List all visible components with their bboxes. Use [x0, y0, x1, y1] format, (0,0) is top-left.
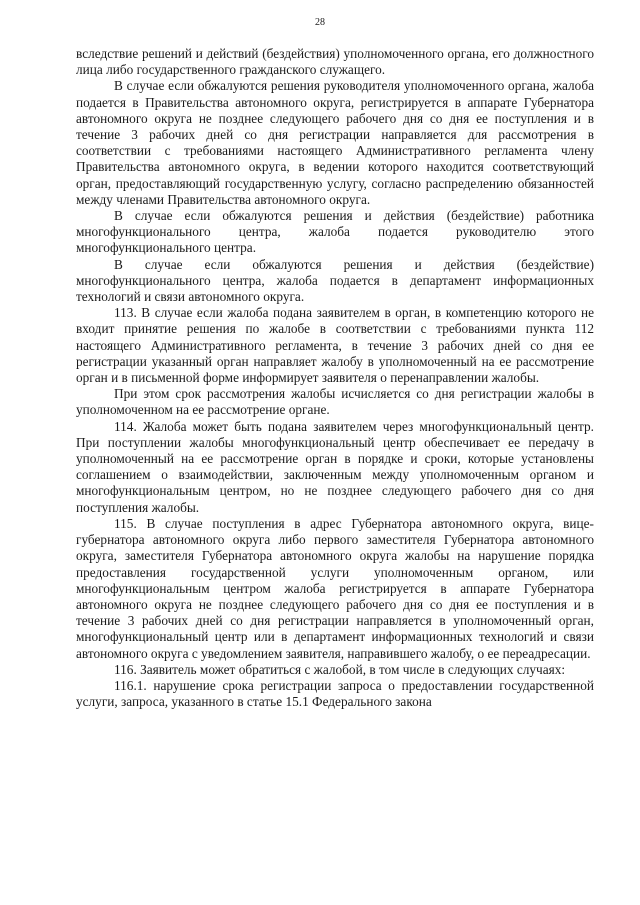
paragraph-mfc: В случае если обжалуются решения и действия (бездействие) многофункционального центра, жалоба подается в департамент информационных технологий и связи автономного округа. — [76, 256, 594, 305]
paragraph-113: 113. В случае если жалоба подана заявителем в орган, в компетенцию которого не входит принятие решения по жалобе в соответствии с требованиями пункта 112 настоящего Административного регламента, в течение 3 рабочих дней со дня ее регистрации указанный орган направляет жалобу в уполномоченный на ее рассмотрение орган и в письменной форме информирует заявителя о перенаправлении жалобы. — [76, 305, 594, 386]
page-number: 28 — [315, 17, 325, 28]
paragraph-head-complaint: В случае если обжалуются решения руководителя уполномоченного органа, жалоба подается в Правительства автономного округа, регистрируется в аппарате Губернатора автономного округа не позднее следующего рабочего дня со дня ее поступления и в течение 3 рабочих дней со дня регистрации направляется для рассмотрения в соответствии с требованиями настоящего Административного регламента члену Правительства автономного округа, в ведении которого находится соответствующий орган, предоставляющий государственную услугу, согласно распределению обязанностей между членами Правительства автономного округа. — [76, 78, 594, 207]
paragraph-mfc-employee: В случае если обжалуются решения и действия (бездействие) работника многофункционального центра, жалоба подается руководителю этого многофункционального центра. — [76, 208, 594, 256]
paragraph-continuation: вследствие решений и действий (бездействия) уполномоченного органа, его должностного лица либо государственного гражданского служащего. — [76, 46, 594, 78]
paragraph-114: 114. Жалоба может быть подана заявителем через многофункциональный центр. При поступлении жалобы многофункциональный центр обеспечивает ее передачу в уполномоченный на ее рассмотрение орган в порядке и сроки, которые установлены соглашением о взаимодействии, заключенным между уполномоченным органом и многофункциональным центром, но не позднее следующего рабочего дня со дня поступления жалобы. — [76, 418, 594, 515]
paragraph-115: 115. В случае поступления в адрес Губернатора автономного округа, вице-губернатора автономного округа либо первого заместителя Губернатора автономного округа, заместителя Губернатора автономного округа жалобы на нарушение порядка предоставления государственной услуги уполномоченным органом, или многофункциональным центром жалоба регистрируется в аппарате Губернатора автономного округа не позднее следующего рабочего дня со дня ее поступления и в течение 3 рабочих дней со дня регистрации направляется в уполномоченный орган, многофункциональный центр или в департамент информационных технологий и связи автономного округа с уведомлением заявителя, направившего жалобу, о ее переадресации. — [76, 515, 594, 661]
paragraph-term: При этом срок рассмотрения жалобы исчисляется со дня регистрации жалобы в уполномоченном на ее рассмотрение органе. — [76, 386, 594, 418]
paragraph-116-1: 116.1. нарушение срока регистрации запроса о предоставлении государственной услуги, запроса, указанного в статье 15.1 Федерального закона — [76, 677, 594, 710]
document-body — [76, 46, 594, 710]
paragraph-116: 116. Заявитель может обратиться с жалобой, в том числе в следующих случаях: — [114, 661, 566, 677]
